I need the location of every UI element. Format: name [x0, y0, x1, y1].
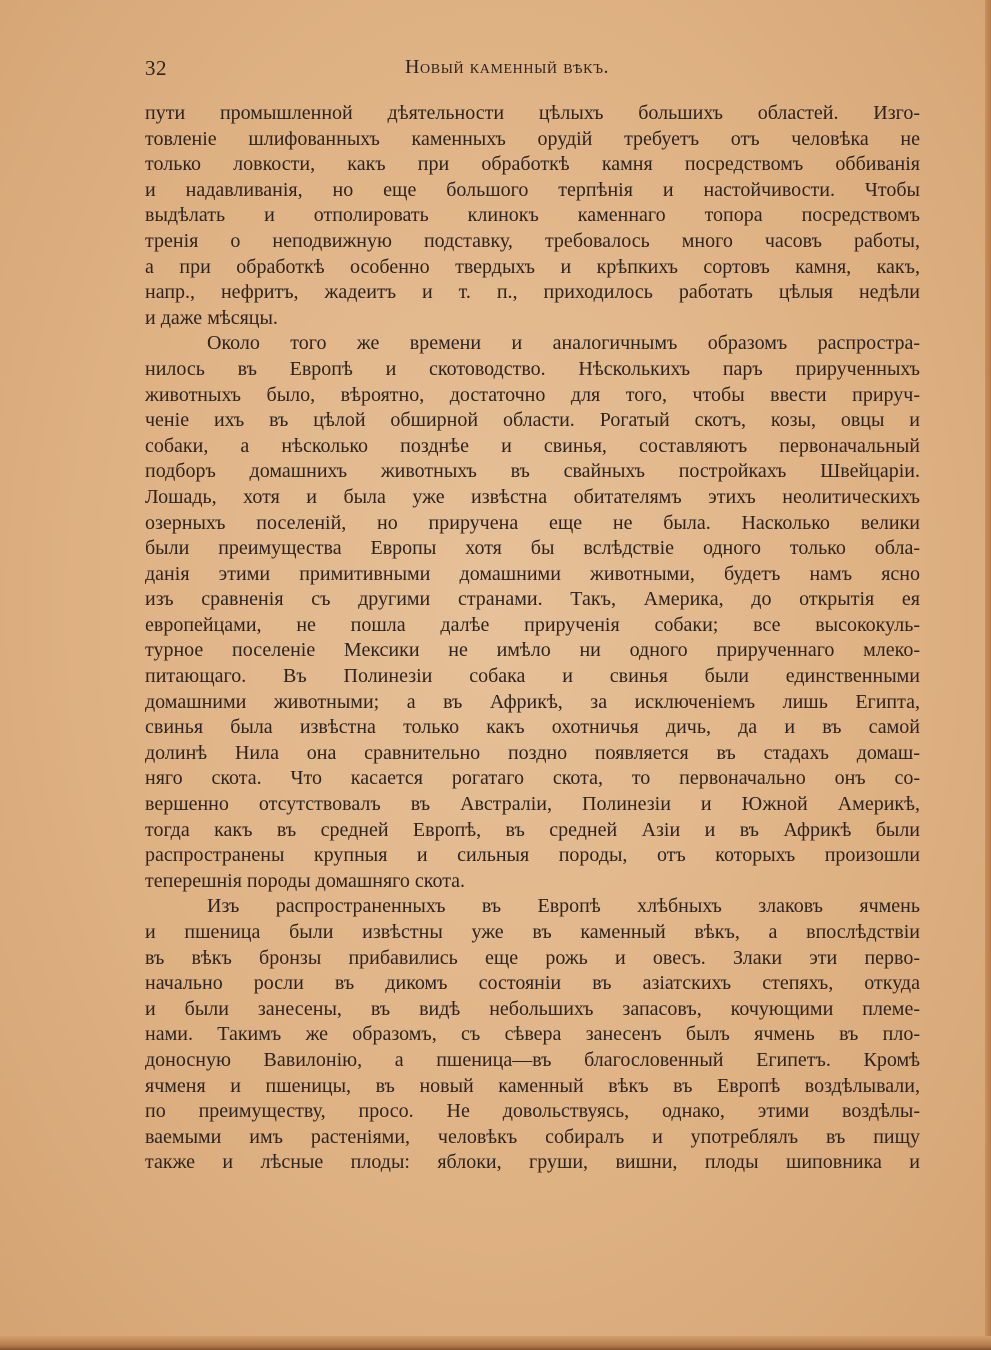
text-line: а при обработкѣ особенно твердыхъ и крѣпкихъ сортовъ камня, какъ,: [145, 255, 920, 278]
page-header: [145, 56, 920, 86]
text-line: также и лѣсные плоды: яблоки, груши, вишни, плоды шиповника и: [145, 1151, 920, 1174]
text-line: европейцами, не пошла далѣе прирученія собаки; все высококуль-: [145, 613, 920, 636]
text-line: вершенно отсутствовалъ въ Австраліи, Полинезіи и Южной Америкѣ,: [145, 793, 920, 816]
text-line: питающаго. Въ Полинезіи собака и свинья были единственными: [145, 665, 920, 688]
paragraph: [145, 894, 920, 1176]
text-line: Изъ распространенныхъ въ Европѣ хлѣбныхъ злаковъ ячмень: [207, 895, 920, 918]
text-line: ченіе ихъ въ цѣлой обширной области. Рогатый скотъ, козы, овцы и: [145, 409, 920, 432]
text-line: Около того же времени и аналогичнымъ образомъ распростра-: [207, 332, 920, 355]
text-line: нами. Такимъ же образомъ, съ сѣвера занесенъ былъ ячмень въ пло-: [145, 1023, 920, 1046]
text-line: и были занесены, въ видѣ небольшихъ запасовъ, кочующими племе-: [145, 997, 920, 1020]
page-right-edge: [985, 0, 991, 1350]
page-number: 32: [145, 56, 167, 80]
text-line: Лошадь, хотя и была уже извѣстна обитателямъ этихъ неолитическихъ: [145, 485, 920, 508]
text-line: ваемыми имъ растеніями, человѣкъ собиралъ и употреблялъ въ пищу: [145, 1125, 920, 1148]
text-line: товленіе шлифованныхъ каменныхъ орудій требуетъ отъ человѣка не: [145, 127, 920, 150]
text-line: начально росли въ дикомъ состояніи въ азіатскихъ степяхъ, откуда: [145, 972, 920, 995]
text-line: и даже мѣсяцы.: [145, 306, 278, 329]
text-line: были преимущества Европы хотя бы вслѣдствіе одного только обла-: [145, 537, 920, 560]
text-line: и надавливанія, но еще большого терпѣнія и настойчивости. Чтобы: [145, 178, 920, 201]
body-text: [145, 101, 920, 1176]
text-line: долинѣ Нила она сравнительно поздно появляется въ стадахъ домаш-: [145, 741, 920, 764]
text-line: озерныхъ поселеній, но приручена еще не была. Насколько велики: [145, 511, 920, 534]
text-line: тогда какъ въ средней Европѣ, въ средней Азіи и въ Африкѣ были: [145, 818, 920, 841]
paragraph: [145, 331, 920, 894]
running-title: Новый каменный вѣкъ.: [405, 56, 610, 78]
paragraph: [145, 101, 920, 331]
text-line: доносную Вавилонію, а пшеница—въ благословенный Египетъ. Кромѣ: [145, 1048, 920, 1071]
text-line: только ловкости, какъ при обработкѣ камня посредствомъ оббиванія: [145, 153, 920, 176]
text-line: и пшеница были извѣстны уже въ каменный вѣкъ, а впослѣдствіи: [145, 921, 920, 943]
text-line: по преимуществу, просо. Не довольствуясь, однако, этими воздѣлы-: [145, 1100, 920, 1123]
text-line: тренія о неподвижную подставку, требовалось много часовъ работы,: [145, 229, 920, 252]
text-line: напр., нефритъ, жадеитъ и т. п., приходилось работать цѣлыя недѣли: [145, 281, 920, 304]
text-line: собаки, а нѣсколько позднѣе и свинья, составляютъ первоначальный: [145, 434, 920, 457]
text-line: данія этими примитивными домашними животными, будетъ намъ ясно: [145, 562, 920, 585]
text-line: турное поселеніе Мексики не имѣло ни одного прирученнаго млеко-: [145, 639, 920, 662]
text-line: няго скота. Что касается рогатаго скота, то первоначально онъ со-: [145, 767, 920, 790]
text-line: выдѣлать и отполировать клинокъ каменнаго топора посредствомъ: [145, 204, 920, 227]
text-line: свинья была извѣстна только какъ охотничья дичь, да и въ самой: [145, 716, 920, 739]
text-line: ячменя и пшеницы, въ новый каменный вѣкъ въ Европѣ воздѣлывали,: [145, 1074, 920, 1097]
text-line: нилось въ Европѣ и скотоводство. Нѣсколькихъ паръ прирученныхъ: [145, 357, 920, 380]
text-line: животныхъ было, вѣроятно, достаточно для того, чтобы ввести прируч-: [145, 383, 920, 406]
text-line: подборъ домашнихъ животныхъ въ свайныхъ постройкахъ Швейцаріи.: [145, 460, 920, 483]
text-line: изъ сравненія съ другими странами. Такъ, Америка, до открытія ея: [145, 588, 920, 611]
text-line: теперешнія породы домашняго скота.: [145, 869, 466, 892]
text-line: домашними животными; а въ Африкѣ, за исключеніемъ лишь Египта,: [145, 690, 920, 713]
text-line: въ вѣкъ бронзы прибавились еще рожь и овесъ. Злаки эти перво-: [145, 946, 920, 969]
text-line: пути промышленной дѣятельности цѣлыхъ большихъ областей. Изго-: [145, 102, 920, 124]
page-bottom-edge: [0, 1336, 991, 1350]
text-line: распространены крупныя и сильныя породы, отъ которыхъ произошли: [145, 844, 920, 867]
